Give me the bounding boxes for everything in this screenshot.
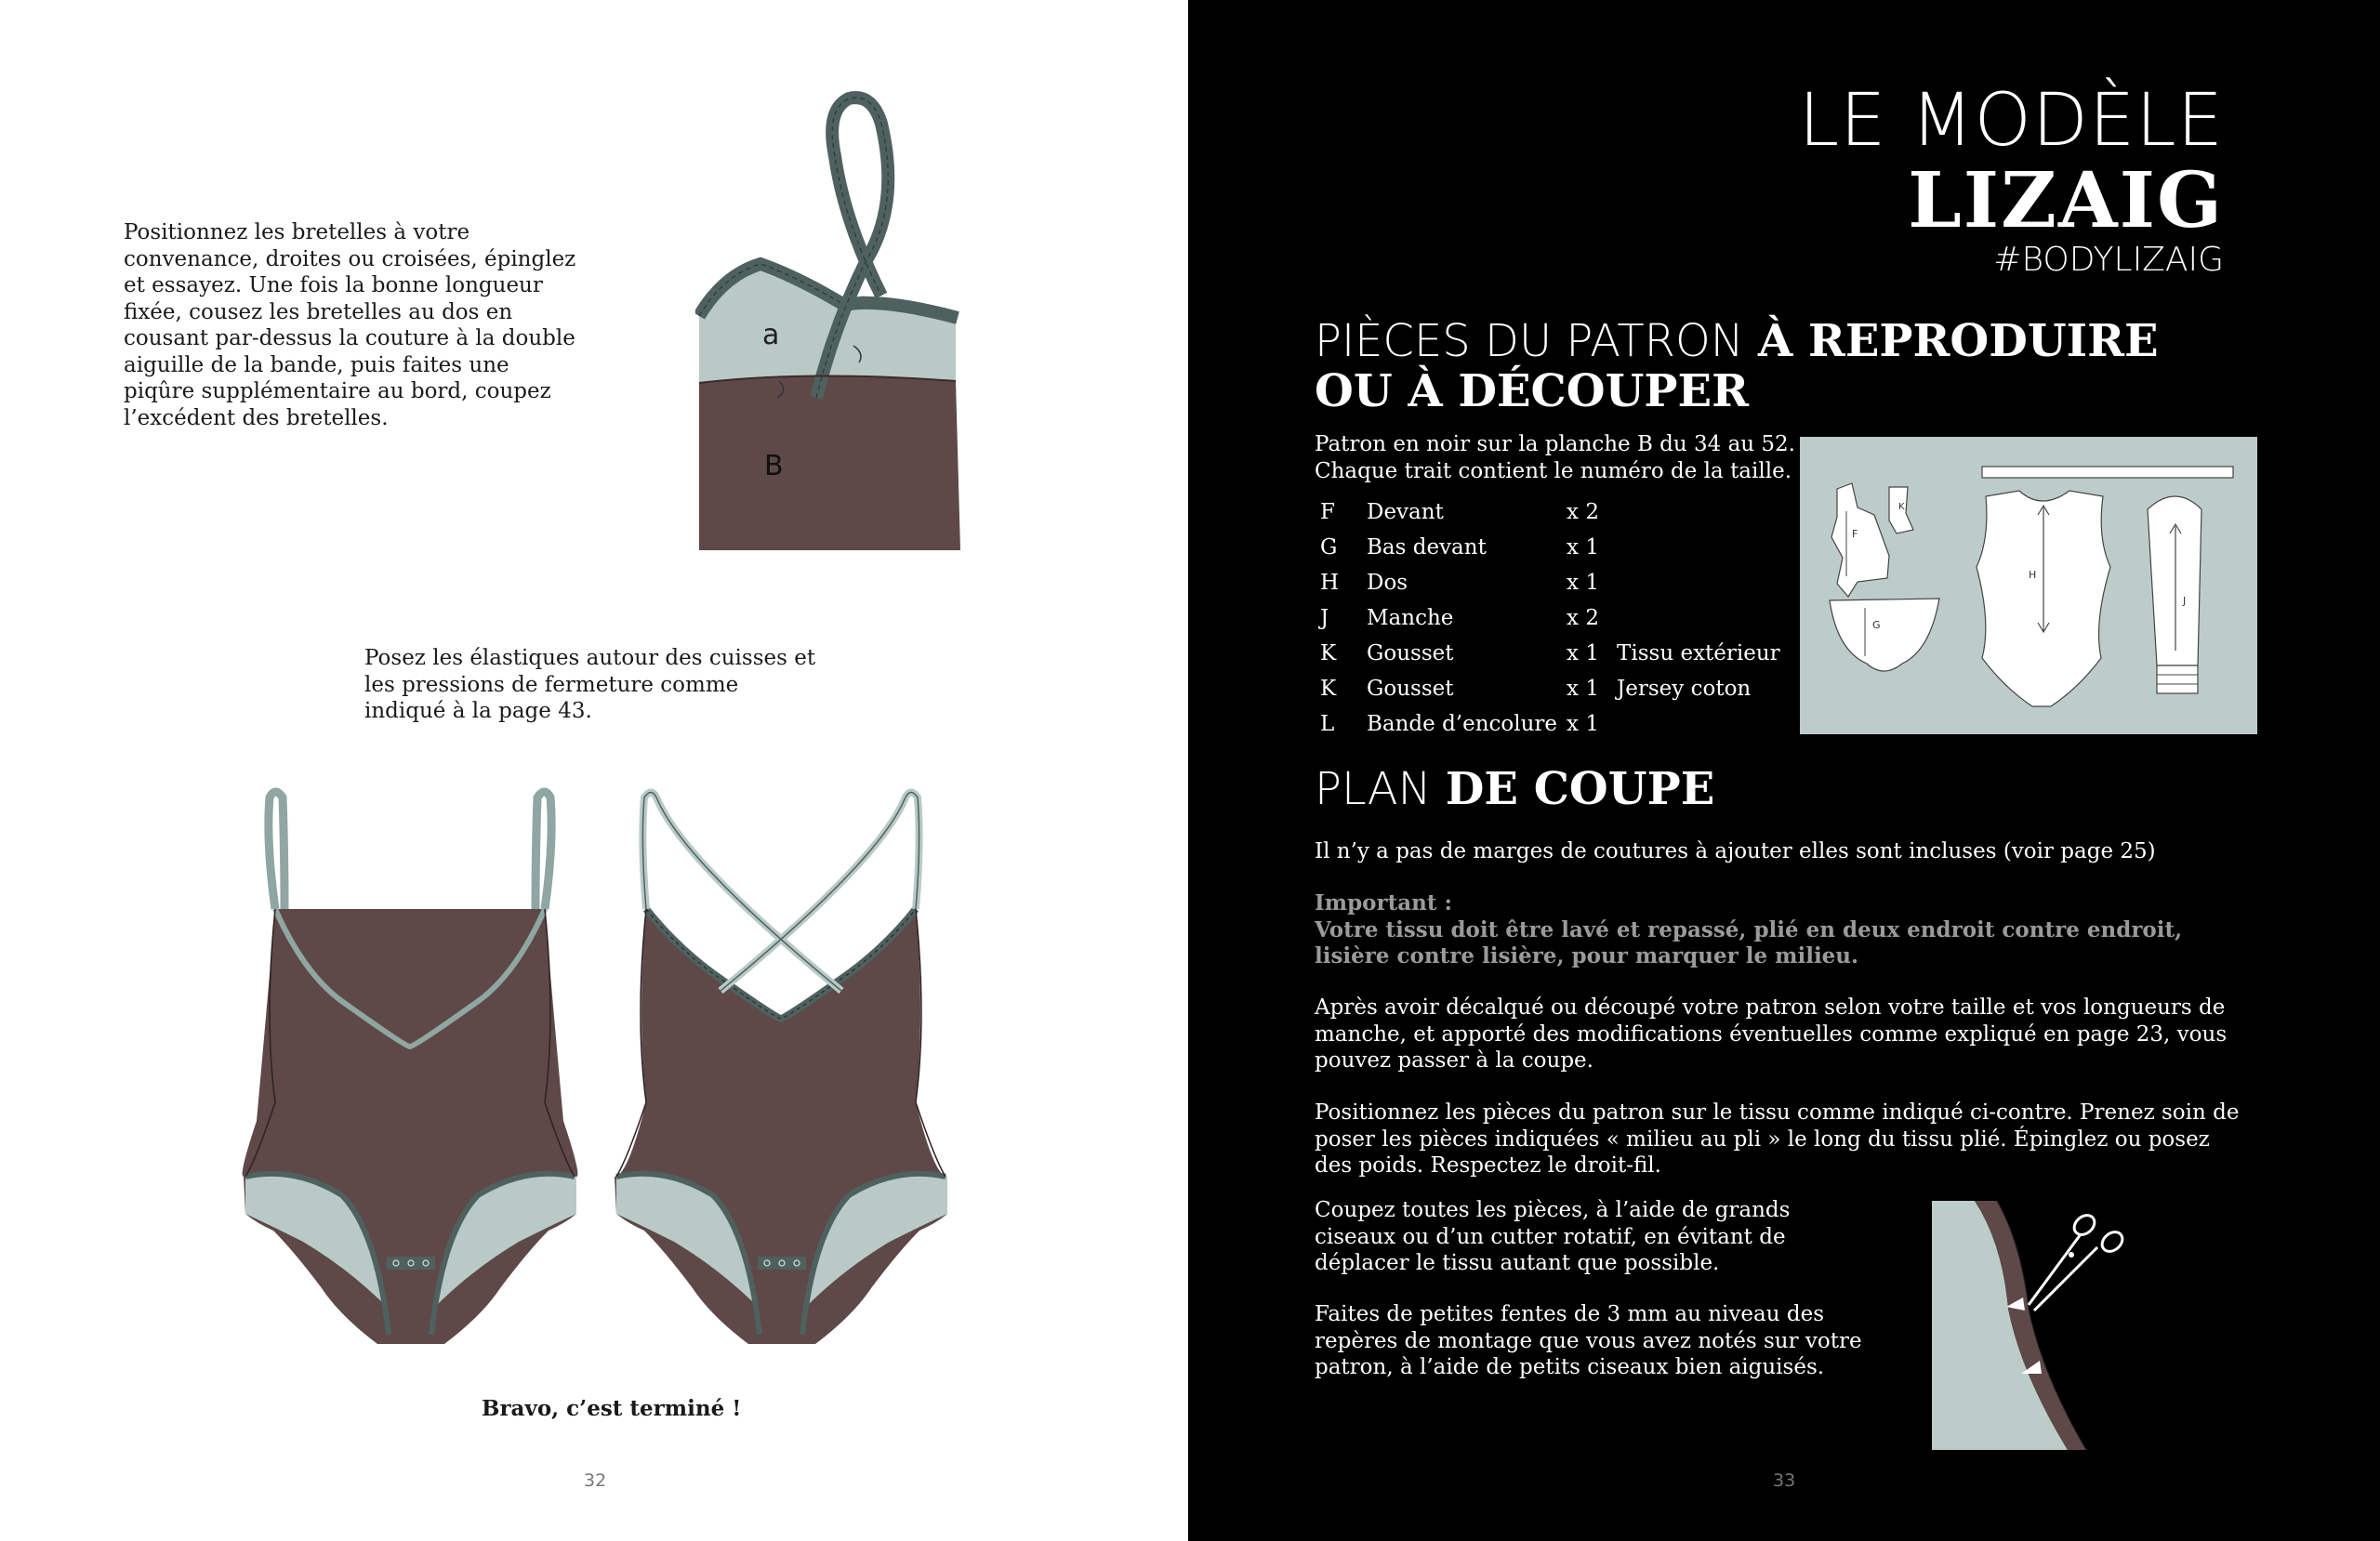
piece-letter: H	[1320, 570, 1340, 595]
piece-letter: F	[1320, 499, 1335, 524]
paragraph-4: Faites de petites fentes de 3 mm au niveau des repères de montage que vous avez notés sur votre patron, à l’aide de petits ciseaux bien aiguisés.	[1315, 1302, 1862, 1379]
pieces-heading-light: PIÈCES DU PATRON	[1315, 315, 1744, 367]
piece-name: Manche	[1367, 605, 1454, 630]
piece-name: Gousset	[1367, 676, 1454, 701]
straps-instructions: Positionnez les bretelles à votre convenance, droites ou croisées, épinglez et essayez. Une fois la bonne longueur fixée, cousez les bretelles au dos en cousant par-dessus la couture à la double aiguille de la bande, puis faites une piqûre supplémentaire au bord, coupez l’excédent des bretelles.	[124, 220, 576, 430]
piece-letter: G	[1320, 534, 1338, 560]
pieces-heading-bold-1: À REPRODUIRE	[1757, 315, 2159, 367]
important-text: Votre tissu doit être lavé et repassé, plié en deux endroit contre endroit, lisière contre lisière, pour marquer le milieu.	[1315, 916, 2183, 968]
cutting-plan-heading	[1315, 764, 1714, 814]
piece-qty: x 2	[1567, 605, 1599, 630]
piece-qty: x 1	[1567, 676, 1599, 701]
piece-row	[1320, 530, 1790, 565]
layout-label-K: K	[1898, 502, 1905, 512]
page-number-left: 32	[584, 1470, 607, 1491]
piece-note: Jersey coton	[1617, 676, 1752, 701]
layout-label-G: G	[1872, 619, 1881, 631]
pieces-heading	[1315, 316, 2159, 416]
piece-note	[1617, 530, 1790, 565]
paragraph-1: Après avoir décalqué ou découpé votre patron selon votre taille et vos longueurs de manche, et apporté des modifications éventuelles comme expliqué en page 23, vous pouvez passer à la coupe.	[1315, 995, 2228, 1073]
piece-row	[1320, 671, 1790, 706]
piece-row	[1320, 636, 1790, 671]
piece-letter: J	[1320, 605, 1329, 630]
piece-name: Bas devant	[1367, 534, 1487, 560]
layout-label-F: F	[1852, 528, 1858, 540]
piece-qty: x 1	[1567, 711, 1599, 736]
piece-name: Dos	[1367, 570, 1408, 595]
piece-letter: L	[1320, 711, 1335, 736]
piece-qty: x 1	[1567, 534, 1599, 560]
bodysuit-back-illustration	[609, 786, 953, 1355]
pattern-intro-line-2: Chaque trait contient le numéro de la taille.	[1315, 458, 1792, 483]
page-number-right: 33	[1773, 1470, 1796, 1491]
title-line-1: LE MODÈLE	[1798, 79, 2224, 163]
important-block	[1315, 890, 2244, 970]
pattern-intro	[1315, 431, 1835, 484]
piece-qty: x 1	[1567, 640, 1599, 665]
pieces-heading-bold-2: OU À DÉCOUPER	[1315, 365, 1749, 417]
piece-letter: K	[1320, 640, 1337, 665]
bodysuit-front-illustration	[238, 786, 582, 1355]
margins-note: Il n’y a pas de marges de coutures à ajouter elles sont incluses (voir page 25)	[1315, 839, 2156, 863]
pieces-table	[1320, 494, 1790, 742]
important-label: Important :	[1315, 890, 1453, 915]
pattern-intro-line-1: Patron en noir sur la planche B du 34 au 52.	[1315, 432, 1795, 456]
piece-qty: x 2	[1567, 499, 1599, 524]
piece-row	[1320, 565, 1790, 600]
paragraph-3: Coupez toutes les pièces, à l’aide de grands ciseaux ou d’un cutter rotatif, en évitant de déplacer le tissu autant que possible.	[1315, 1198, 1791, 1275]
piece-letter: K	[1320, 676, 1337, 701]
piece-row	[1320, 600, 1790, 636]
piece-note	[1617, 565, 1790, 600]
elastics-instructions: Posez les élastiques autour des cuisses et les pressions de fermeture comme indiqué à la page 43.	[364, 646, 816, 723]
cutting-plan-heading-bold: DE COUPE	[1445, 763, 1715, 815]
piece-row	[1320, 494, 1790, 530]
piece-qty: x 1	[1567, 570, 1599, 595]
piece-row	[1320, 706, 1790, 742]
model-title-block	[1666, 79, 2224, 279]
piece-note	[1617, 706, 1790, 742]
layout-label-H: H	[2029, 569, 2037, 581]
scissors-cutting-illustration	[1932, 1197, 2267, 1457]
piece-note: Tissu extérieur	[1617, 640, 1780, 665]
piece-name: Bande d’encolure	[1367, 711, 1558, 736]
piece-name: Gousset	[1367, 640, 1454, 665]
right-page	[1188, 0, 2380, 1541]
cutting-layout-diagram	[1800, 437, 2257, 734]
bravo-text: Bravo, c’est terminé !	[482, 1396, 742, 1421]
label-B: B	[764, 450, 784, 482]
cutting-plan-heading-light: PLAN	[1315, 763, 1432, 815]
paragraph-2: Positionnez les pièces du patron sur le tissu comme indiqué ci-contre. Prenez soin de poser les pièces indiquées « milieu au pli » le long du tissu plié. Épinglez ou posez des poids. Respectez le droit-fil.	[1315, 1100, 2240, 1178]
piece-note	[1617, 494, 1790, 530]
hashtag: #BODYLIZAIG	[1993, 241, 2224, 279]
strap-detail-illustration	[695, 91, 974, 552]
label-a: a	[762, 319, 780, 351]
piece-note	[1617, 600, 1790, 636]
layout-label-J: J	[2183, 595, 2187, 607]
piece-name: Devant	[1367, 499, 1444, 524]
left-page	[0, 0, 1188, 1541]
title-line-2: LIZAIG	[1908, 156, 2224, 245]
